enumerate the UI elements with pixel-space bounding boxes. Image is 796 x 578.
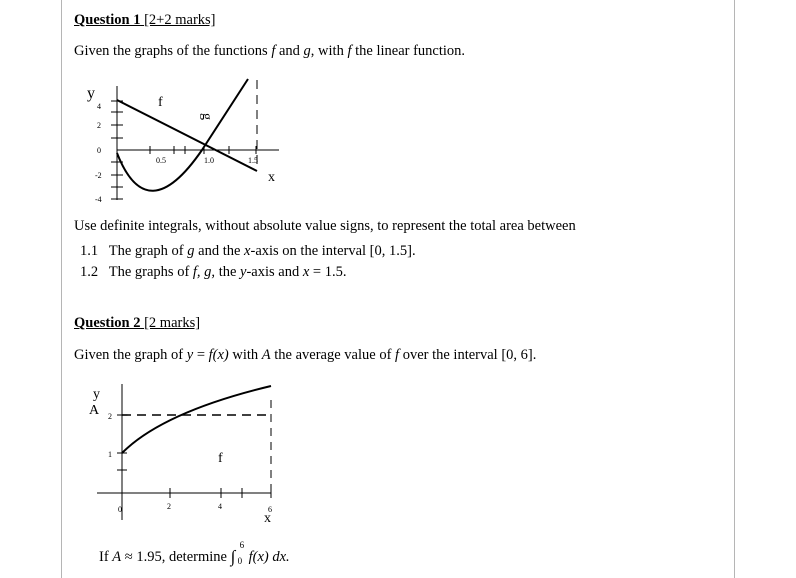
q1-ytick-m4: -4 [95,195,102,204]
q1-intro-text-a: Given the graphs of the functions [74,43,268,59]
q1-title: Question 1 [74,12,141,28]
q1-xtick-05: 0.5 [156,156,166,165]
q2-xtick-4: 4 [218,502,222,511]
q1-item-2-text-e: -axis and [246,264,300,280]
q1-item-2-num: 1.2 [80,264,99,280]
q1-intro-and: and [278,43,300,59]
q1-intro-text-c: the linear function. [355,43,466,59]
q2-question-approx: ≈ 1.95, determine [124,549,227,565]
q1-item-1-text-e: -axis on the interval [0, 1.5]. [250,243,416,259]
q2-integral-sign: ∫ [230,547,236,566]
q1-g-label: g [199,113,214,120]
q1-item-2-text-c: the [218,264,237,280]
q2-integral-upper: 6 [239,540,245,550]
q2-question-A: A [112,549,122,565]
q1-intro-f: f [271,43,276,59]
q2-intro-text-a: Given the graph of [74,347,184,363]
q2-f-curve [122,386,271,453]
q2-integral-lower: 0 [237,556,243,566]
q1-ytick-2: 2 [97,121,101,130]
q1-ylabel: y [87,85,95,102]
q1-item-2-fg: f, g, [192,264,216,280]
q2-ytick-2: 2 [108,412,112,421]
q1-instruction: Use definite integrals, without absolute value signs, to represent the total area between [74,218,576,234]
q2-question-if: If [99,549,109,565]
q1-item-1-num: 1.1 [80,243,99,259]
q1-ytick-4: 4 [97,102,101,111]
q2-title: Question 2 [74,315,141,331]
q1-item-2-text-g: = 1.5. [309,264,347,280]
q1-f-label: f [158,95,163,110]
q2-integral [230,540,249,566]
q1-item-2-x: x [302,264,310,280]
q2-f-label: f [218,451,223,466]
q1-item-1-g: g [187,243,195,259]
q1-intro-f2: f [347,43,352,59]
q2-xtick-0: 0 [118,505,122,514]
q2-A-label: A [89,403,100,418]
q2-intro-eq: = [193,347,209,363]
q1-intro-g: g [303,43,311,59]
q2-marks: [2 marks] [144,315,201,331]
q1-xtick-10: 1.0 [204,156,214,165]
q2-intro-f: f [395,347,400,363]
q1-ytick-0: 0 [97,146,101,155]
q2-integrand: f(x) dx. [248,549,290,565]
q2-intro-fx: f(x) [208,347,229,363]
q1-item-2-text-a: The graphs of [108,264,190,280]
q1-item-1-text-c: and the [198,243,241,259]
q2-ylabel: y [93,387,100,402]
q2-intro-y: y [186,347,194,363]
q2-intro-text-b: the average value of [274,347,392,363]
q2-question [99,540,290,566]
q1-intro-text-b: , with [310,43,344,59]
q1-xtick-15: 1.5 [248,156,258,165]
q2-ytick-1: 1 [108,450,112,459]
q2-intro-with: with [232,347,259,363]
q1-marks: [2+2 marks] [144,12,216,28]
q2-xlabel: x [264,511,271,526]
q1-item-2-y: y [240,264,247,280]
q2-xtick-6: 6 [268,505,272,514]
q2-xtick-2: 2 [167,502,171,511]
q2-intro-text-c: over the interval [0, 6]. [402,347,537,363]
q1-ytick-m2: -2 [95,171,102,180]
q1-item-1-text-a: The graph of [108,243,184,259]
q2-intro-A: A [261,347,271,363]
q1-xlabel: x [268,170,275,185]
q1-item-1-x: x [244,243,251,259]
